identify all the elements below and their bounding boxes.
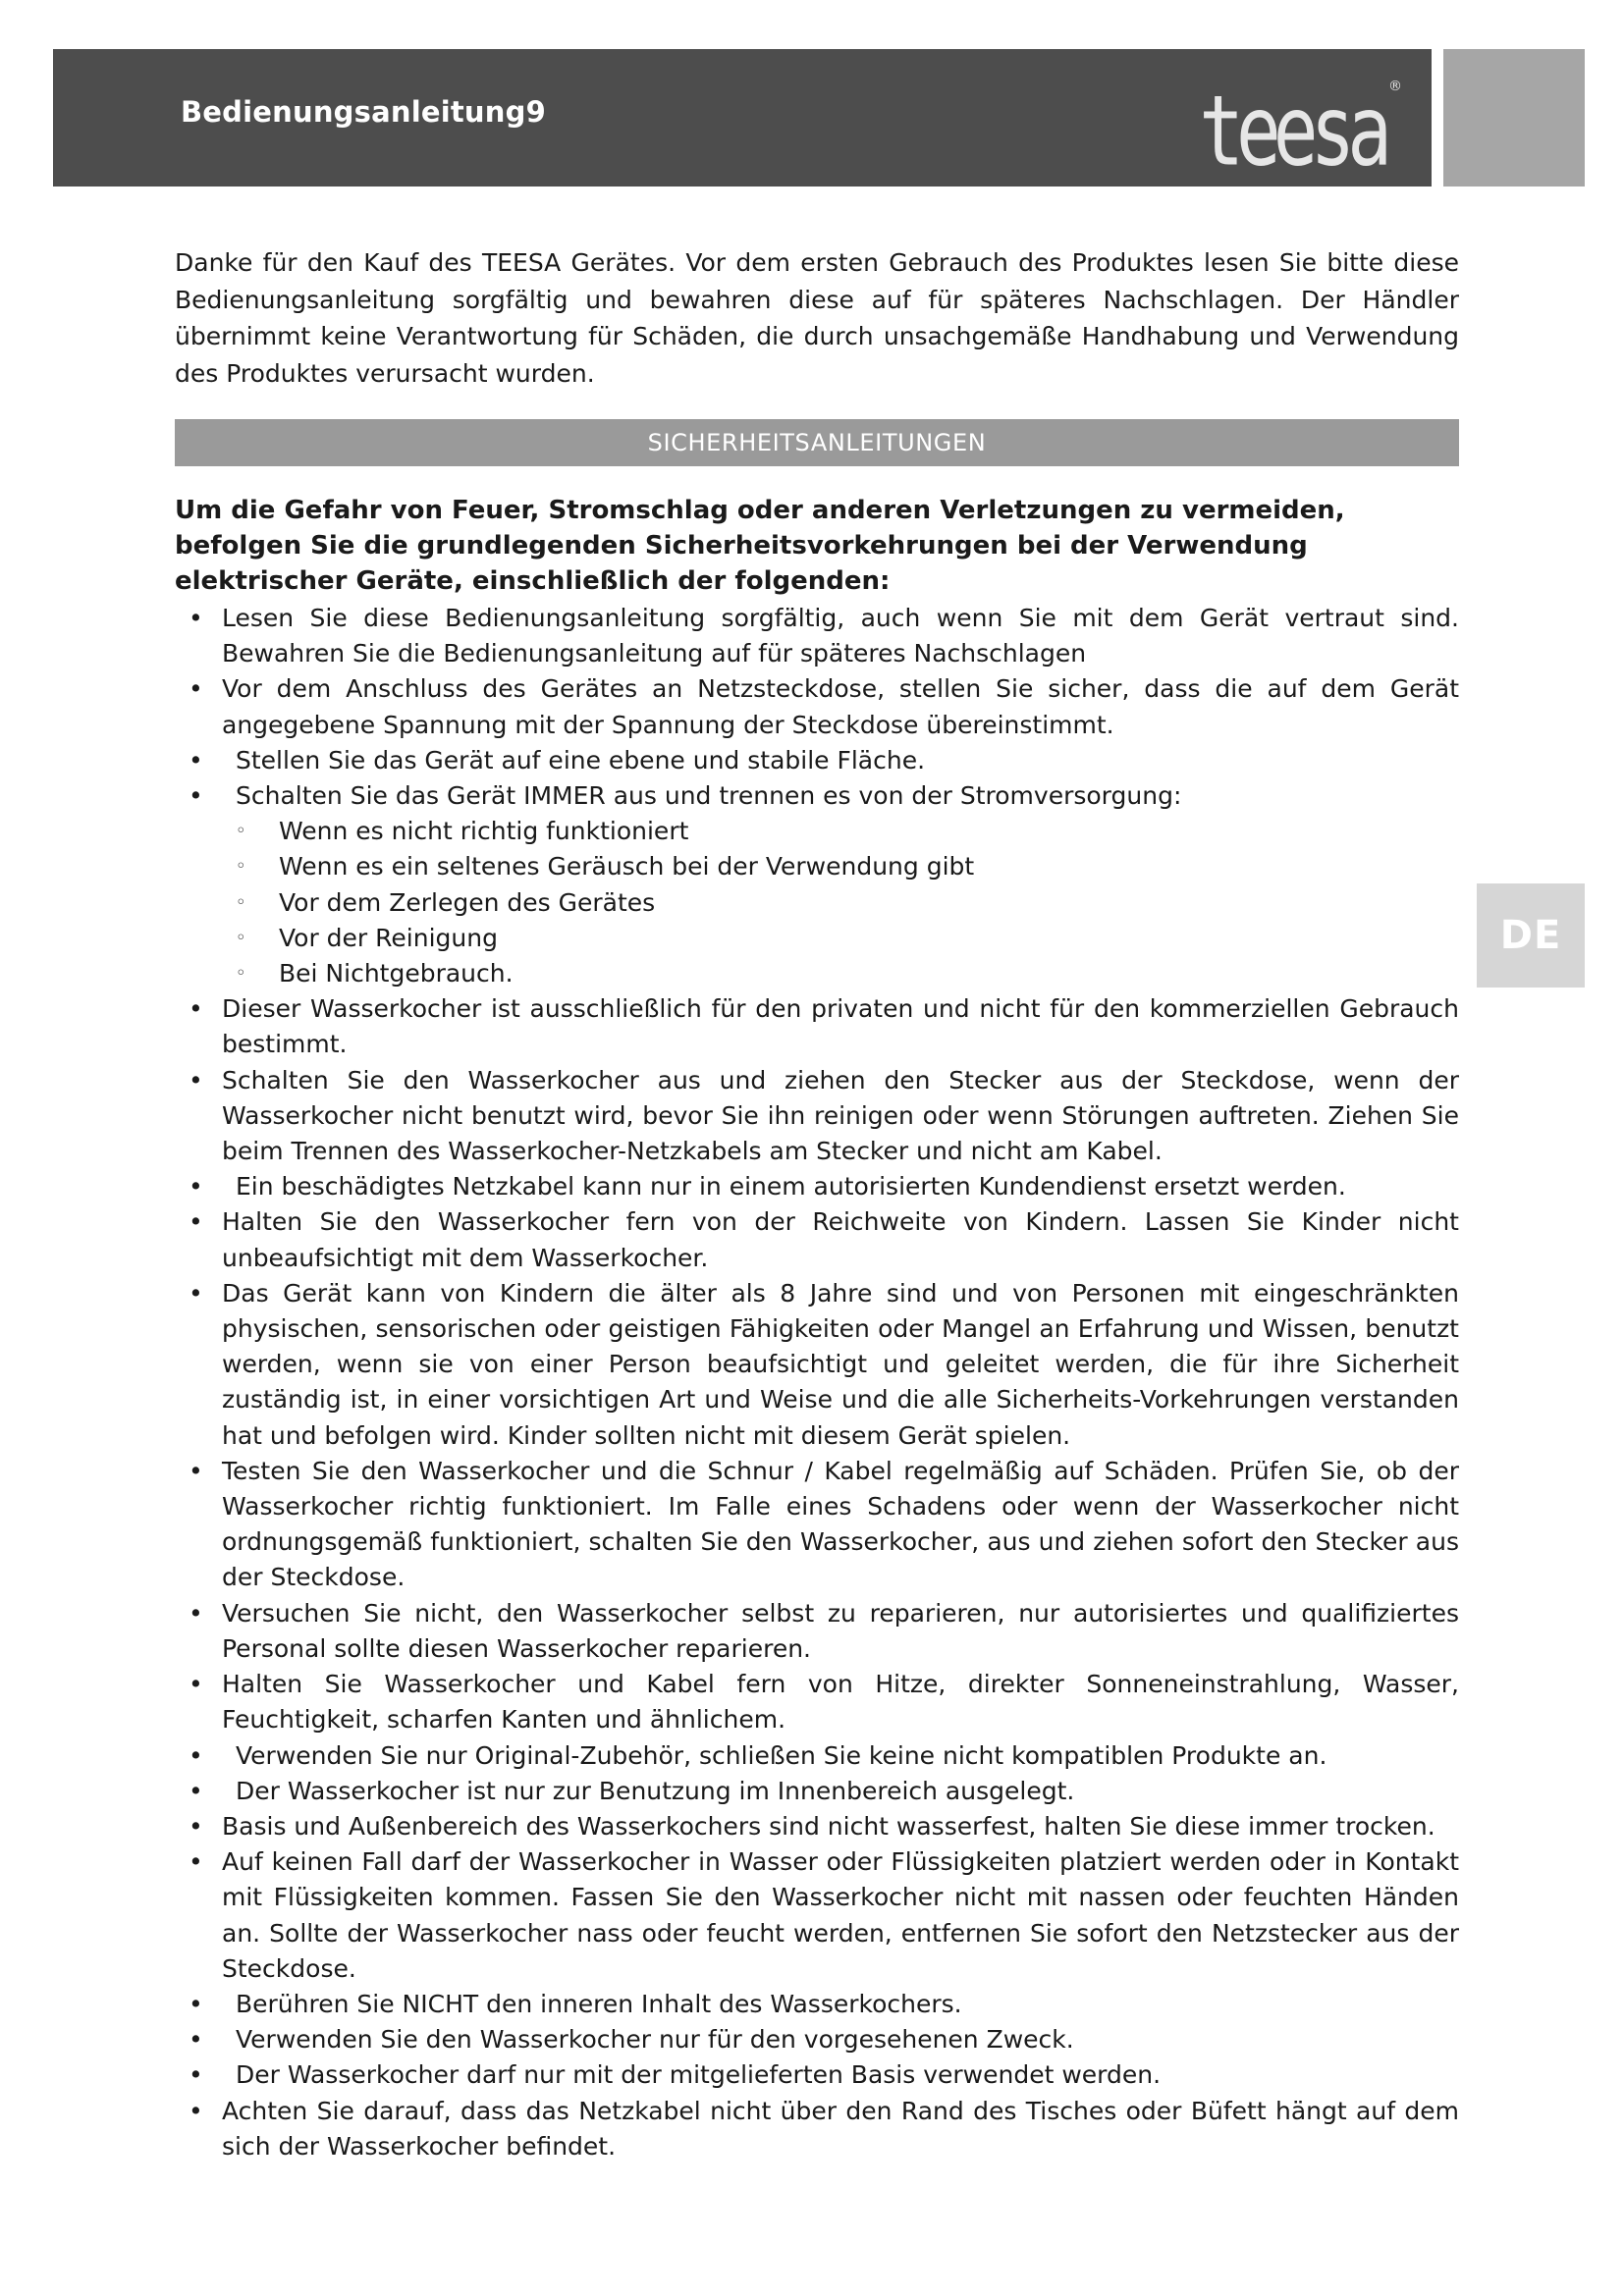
sub-rule: ◦ Wenn es nicht richtig funktioniert bbox=[175, 814, 1459, 849]
brand-wordmark: teesa bbox=[1199, 74, 1384, 187]
safety-lead-text: Um die Gefahr von Feuer, Stromschlag oder anderen Verletzungen zu vermeiden, befolgen Sie die grundlegenden Sicherheitsvorkehrungen bei der Verwendung elektrischer Geräte, einschließlich der folgenden: bbox=[175, 496, 1345, 596]
safety-rule: • Halten Sie den Wasserkocher fern von der Reichweite von Kindern. Lassen Sie Kinder nicht unbeaufsichtigt mit dem Wasserkocher. bbox=[175, 1204, 1459, 1275]
sub-rule: ◦ Wenn es ein seltenes Geräusch bei der Verwendung gibt bbox=[175, 849, 1459, 884]
safety-rule: • Verwenden Sie nur Original-Zubehör, schließen Sie keine nicht kompatiblen Produkte an. bbox=[175, 1738, 1459, 1774]
circle-bullet-icon: ◦ bbox=[236, 856, 246, 878]
sub-rule: ◦ Vor der Reinigung bbox=[175, 921, 1459, 956]
safety-rule: • Der Wasserkocher ist nur zur Benutzung im Innenbereich ausgelegt. bbox=[175, 1774, 1459, 1809]
bullet-icon: • bbox=[189, 1776, 203, 1805]
safety-rule: • Ein beschädigtes Netzkabel kann nur in einem autorisierten Kundendienst ersetzt werden. bbox=[175, 1169, 1459, 1204]
bullet-icon: • bbox=[189, 1278, 203, 1308]
bullet-icon: • bbox=[189, 745, 203, 774]
bullet-icon: • bbox=[189, 2025, 203, 2055]
circle-bullet-icon: ◦ bbox=[236, 891, 246, 913]
bullet-icon: • bbox=[189, 2096, 203, 2125]
safety-rule: • Das Gerät kann von Kindern die älter als 8 Jahre sind und von Personen mit eingeschränkten physischen, sensorischen oder geistigen Fähigkeiten oder Mangel an Erfahrung und Wissen, benutzt werden, wenn sie von einer Person beaufsichtigt und geleitet werden, die für ihre Sicherheit zuständig ist, in einer vorsichtigen Art und Weise und die alle Sicherheits-Vorkehrungen verstanden hat und befolgen wird. Kinder sollten nicht mit diesem Gerät spielen. bbox=[175, 1276, 1459, 1454]
bullet-icon: • bbox=[189, 1811, 203, 1841]
safety-rule: • Verwenden Sie den Wasserkocher nur für den vorgesehenen Zweck. bbox=[175, 2022, 1459, 2057]
safety-rule: • Schalten Sie den Wasserkocher aus und ziehen den Stecker aus der Steckdose, wenn der Wasserkocher nicht benutzt wird, bevor Sie ihn reinigen oder wenn Störungen auftreten. Ziehen Sie beim Trennen des Wasserkocher-Netzkabels am Stecker und nicht am Kabel. bbox=[175, 1063, 1459, 1170]
bullet-icon: • bbox=[189, 1989, 203, 2018]
safety-rule: • Lesen Sie diese Bedienungsanleitung sorgfältig, auch wenn Sie mit dem Gerät vertraut sind. Bewahren Sie die Bedienungsanleitung auf für späteres Nachschlagen bbox=[175, 601, 1459, 671]
section-heading: SICHERHEITSANLEITUNGEN bbox=[175, 419, 1459, 466]
bullet-icon: • bbox=[189, 1172, 203, 1201]
safety-rule: • Stellen Sie das Gerät auf eine ebene und stabile Fläche. bbox=[175, 743, 1459, 778]
circle-bullet-icon: ◦ bbox=[236, 963, 246, 985]
bullet-icon: • bbox=[189, 1740, 203, 1770]
safety-rule: • Testen Sie den Wasserkocher und die Schnur / Kabel regelmäßig auf Schäden. Prüfen Sie, ob der Wasserkocher richtig funktioniert. Im Falle eines Schadens oder wenn der Wasserkocher nicht ordnungsgemäß funktioniert, schalten Sie den Wasserkocher, aus und ziehen sofort den Stecker aus der Steckdose. bbox=[175, 1454, 1459, 1596]
bullet-icon: • bbox=[189, 1670, 203, 1699]
safety-rule: • Auf keinen Fall darf der Wasserkocher in Wasser oder Flüssigkeiten platziert werden oder in Kontakt mit Flüssigkeiten kommen. Fassen Sie den Wasserkocher nicht mit nassen oder feuchten Händen an. Sollte der Wasserkocher nass oder feucht werden, entfernen Sie sofort den Netzstecker aus der Steckdose. bbox=[175, 1844, 1459, 1987]
intro-paragraph: Danke für den Kauf des TEESA Gerätes. Vor dem ersten Gebrauch des Produktes lesen Sie bitte diese Bedienungsanleitung sorgfältig und bewahren diese auf für späteres Nachschlagen. Der Händler übernimmt keine Verantwortung für Schäden, die durch unsachgemäße Handhabung und Verwendung des Produktes verursacht wurden. bbox=[175, 248, 1459, 388]
bullet-icon: • bbox=[189, 1065, 203, 1095]
safety-rules-list bbox=[175, 601, 1459, 2164]
registered-mark: ® bbox=[1388, 79, 1402, 94]
safety-rule: • Der Wasserkocher darf nur mit der mitgelieferten Basis verwendet werden. bbox=[175, 2057, 1459, 2093]
bullet-icon: • bbox=[189, 1847, 203, 1877]
bullet-icon: • bbox=[189, 994, 203, 1024]
safety-rule: • Berühren Sie NICHT den inneren Inhalt des Wasserkochers. bbox=[175, 1987, 1459, 2022]
sub-rules-container bbox=[175, 814, 1459, 991]
sub-rule: ◦ Vor dem Zerlegen des Gerätes bbox=[175, 885, 1459, 921]
safety-rule: • Basis und Außenbereich des Wasserkochers sind nicht wasserfest, halten Sie diese immer trocken. bbox=[175, 1809, 1459, 1844]
safety-rule: • Achten Sie darauf, dass das Netzkabel nicht über den Rand des Tisches oder Büfett hängt auf dem sich der Wasserkocher befindet. bbox=[175, 2094, 1459, 2164]
safety-rule: • Vor dem Anschluss des Gerätes an Netzsteckdose, stellen Sie sicher, dass die auf dem Gerät angegebene Spannung mit der Spannung der Steckdose übereinstimmt. bbox=[175, 671, 1459, 742]
bullet-icon: • bbox=[189, 1598, 203, 1628]
bullet-icon: • bbox=[189, 674, 203, 704]
header-side-block bbox=[1443, 49, 1585, 187]
bullet-icon: • bbox=[189, 1207, 203, 1237]
sub-rules-list bbox=[175, 814, 1459, 991]
safety-rule: • Schalten Sie das Gerät IMMER aus und trennen es von der Stromversorgung: bbox=[175, 778, 1459, 814]
document-title: Bedienungsanleitung9 bbox=[181, 95, 546, 129]
safety-rule: • Versuchen Sie nicht, den Wasserkocher selbst zu reparieren, nur autorisiertes und qualifiziertes Personal sollte diesen Wasserkocher reparieren. bbox=[175, 1596, 1459, 1667]
bullet-icon: • bbox=[189, 604, 203, 632]
circle-bullet-icon: ◦ bbox=[236, 927, 246, 948]
bullet-icon: • bbox=[189, 2060, 203, 2090]
language-tab: DE bbox=[1477, 883, 1585, 988]
safety-rule: • Halten Sie Wasserkocher und Kabel fern von Hitze, direkter Sonneneinstrahlung, Wasser, Feuchtigkeit, scharfen Kanten und ähnlichem. bbox=[175, 1667, 1459, 1737]
safety-rule: • Dieser Wasserkocher ist ausschließlich für den privaten und nicht für den kommerziellen Gebrauch bestimmt. bbox=[175, 991, 1459, 1062]
circle-bullet-icon: ◦ bbox=[236, 821, 246, 842]
teesa-logo bbox=[1199, 69, 1402, 187]
header-bar bbox=[53, 49, 1432, 187]
sub-rule: ◦ Bei Nichtgebrauch. bbox=[175, 956, 1459, 991]
bullet-icon: • bbox=[189, 1456, 203, 1485]
bullet-icon: • bbox=[189, 781, 203, 811]
